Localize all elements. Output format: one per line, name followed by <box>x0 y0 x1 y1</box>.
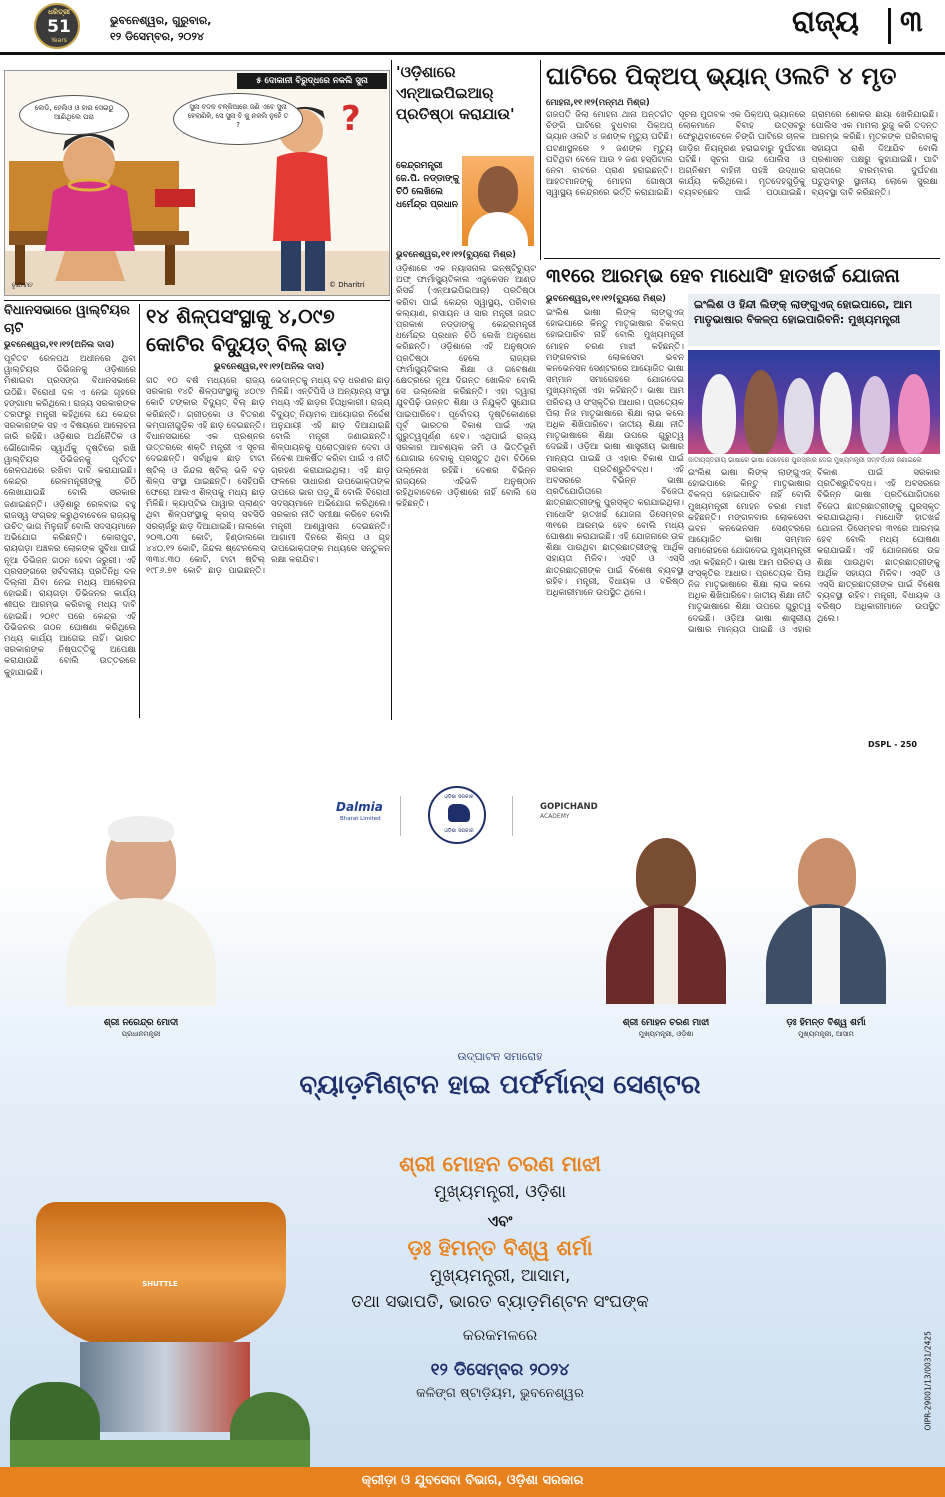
niper-headline: 'ଓଡ଼ିଶାରେ ଏନ୍‌ଆଇପିଇଆର୍ ପ୍ରତିଷ୍ଠା କରାଯାଉ' <box>396 63 515 123</box>
electricity-body: ଗତ ୧୦ ବର୍ଷ ମଧ୍ୟରେ ରାଜ୍ୟ ସରକାର ୧୪ଟି ଶିଳ୍ପସଂସ୍ଥାକୁ ୪୦୯୭ କୋଟି ଟଙ୍କାର ବିଦ୍ୟୁତ୍ ବିଲ୍ ଛାଡ଼ କରିଛନ୍ତି। ଗ୍ରୀଡ୍‌କୋ ଓ ବିତରଣ କମ୍ପାନୀଗୁଡ଼ିକ ଏହି ଛାଡ଼ ଦେଇଛନ୍ତି। ବିଧାନସଭାରେ ଏକ ପ୍ରଶ୍ନର ଉତ୍ତରରେ ଶକ୍ତି ମନ୍ତ୍ରୀ ଏ ସୂଚନା ଦେଇଛନ୍ତି। ସର୍ବାଧିକ ଛାଡ଼ ଟାଟା ଷ୍ଟିଲ୍ ଓ ଜିନ୍ଦଲ ଷ୍ଟିଲ୍ ଭଳି ବଡ଼ ଶିଳ୍ପ ସଂସ୍ଥା ପାଇଛନ୍ତି। ସେହିପରି ଫେରୋ ଆଲଏ ଶିଳ୍ପକୁ ମଧ୍ୟ ଛାଡ଼ ମିଳିଛି। କ୍ୟାପ୍‌ଟିଭ ପାୱାର ପ୍ଲାଣ୍ଟ ଥିବା ଶିଳ୍ପସଂସ୍ଥାକୁ କ୍ରସ୍ ସବସିଡି ସରଚାର୍ଜରୁ ଛାଡ଼ ଦିଆଯାଇଛି। ନାଲକୋ ୨୦୩.୦୩ କୋଟି, ହିଣ୍ଡାଲକୋ ୪୪୦.୧୨ କୋଟି, ଜିନ୍ଦଲ ଷ୍ଟେନଲେସ୍ ୩୩୪.୩୦ କୋଟି, ଟାଟା ଷ୍ଟିଲ୍ ୧୯୮୬.୭୧ କୋଟି ଛାଡ଼ ପାଇଛନ୍ତି। ଭେଦାନ୍ତକୁ ମଧ୍ୟ ବଡ଼ ଧରଣର ଛାଡ଼ ମିଳିଛି। ଏନ୍‌ଟିପିସି ଓ ଅନ୍ୟାନ୍ୟ ସଂସ୍ଥା ମଧ୍ୟ ଏହି ଛାଡ଼ର ହିତାଧିକାରୀ। ରାଜ୍ୟ ବିଦ୍ୟୁତ୍ ନିୟାମକ ଆୟୋଗର ନିର୍ଦ୍ଦେଶ ଅନୁଯାୟୀ ଏହି ଛାଡ଼ ଦିଆଯାଇଛି ବୋଲି ମନ୍ତ୍ରୀ ଜଣାଇଛନ୍ତି। ଶିଳ୍ପାୟନକୁ ପ୍ରୋତ୍ସାହନ ଦେବା ଓ ନିବେଶ ଆକର୍ଷିତ କରିବା ପାଇଁ ଏ ନୀତି ଗ୍ରହଣ କରାଯାଇଥିଲା। ଏହି ଛାଡ଼ ଫଳରେ ସାଧାରଣ ଉପଭୋକ୍ତାଙ୍କ ଉପରେ ଭାର ପଡ଼ୁଛି ବୋଲି ବିରୋଧୀ ସଦସ୍ୟମାନେ ଅଭିଯୋଗ କରିଥିଲେ। ସରକାର ନୀତି ସମୀକ୍ଷା କରିବେ ବୋଲି ମନ୍ତ୍ରୀ ଆଶ୍ୱାସନା ଦେଇଛନ୍ତି। ଆଗାମୀ ଦିନରେ ଶିଳ୍ପ ଓ ଗୃହ ଉପଭୋକ୍ତାଙ୍କ ମଧ୍ୟରେ ସନ୍ତୁଳନ ରକ୍ଷା କରାଯିବ। <box>146 376 390 577</box>
anniversary-logo <box>34 3 80 49</box>
niper-caption: କେନ୍ଦ୍ରମନ୍ତ୍ରୀ ଜେ.ପି. ନଡ୍ଡାଙ୍କୁ ଚିଠି ଲେଖିଲେ ଧର୍ମେନ୍ଦ୍ର ପ୍ରଧାନ <box>396 161 460 210</box>
sarma-shirt <box>812 908 840 1004</box>
place-day: ଭୁବନେଶ୍ୱର, ଗୁରୁବାର, <box>110 14 212 27</box>
madhosingh-dateline: ଭୁବନେଶ୍ୱର,୧୧।୧୨(ବ୍ୟୁରୋ ମିଶ୍ର) <box>546 294 667 304</box>
logo-divider-2 <box>512 796 513 836</box>
dalmia-sub: Bharat Limited <box>340 816 381 822</box>
electricity-headline-2: କୋଟିର ବିଦ୍ୟୁତ୍ ବିଲ୍ ଛାଡ଼ <box>146 332 347 356</box>
minister-face <box>478 166 518 214</box>
electricity-headline-1: ୧୪ ଶିଳ୍ପସଂସ୍ଥାକୁ ୪,୦୯୭ <box>146 304 335 328</box>
event-label: ଉଦ୍‌ଘାଟନ ସମାରୋହ <box>457 1050 543 1063</box>
pickup-headline: ଘାଟିରେ ପିକ୍‌ଅପ୍ ଭ୍ୟାନ୍ ଓଲଟି ୪ ମୃତ <box>546 62 897 90</box>
woman-speech-text: ଲେଡି, ହେଲିଓ ଓ ହାର ସେଇଠୁ ଆଣିଥିଲେ ପରା <box>34 104 114 121</box>
madhosingh-subhead <box>688 294 940 346</box>
modi-hair <box>108 816 174 842</box>
col-divider-2 <box>139 304 140 718</box>
dalmia-name: Dalmia <box>336 800 383 814</box>
electricity-dateline: ଭୁବନେଶ୍ୱର,୧୧।୧୨(ଅନିଲ ଦାସ) <box>214 362 325 372</box>
col-divider-3 <box>391 60 392 720</box>
by-hands-text: କରକମଳରେ <box>462 1326 538 1344</box>
assembly-headline: ବିଧାନସଭାରେ ୱାଲ୍ଟିୟର ଚାଟି <box>4 303 130 336</box>
madhosingh-body: ଇଂଲିଶ ଭାଷା ଲିଙ୍କ୍ ଲାଙ୍ଗୁଏଜ୍ ହୋଇପାରେ କିନ୍ତୁ ମାତୃଭାଷାର ବିକଳ୍ପ ହୋଇପାରିବ ନାହିଁ ବୋଲି ମୁଖ୍ୟମନ୍ତ୍ରୀ ମୋହନ ଚରଣ ମାଝୀ କହିଛନ୍ତି। ମଙ୍ଗଳବାର ଲୋକସେବା ଭବନ କନଭେନସନ ସେଣ୍ଟରରେ ଆୟୋଜିତ ଭାଷା ସମ୍ମାନ ସମାରୋହରେ ଯୋଗଦେଇ ମୁଖ୍ୟମନ୍ତ୍ରୀ ଏହା କହିଛନ୍ତି। ଭାଷା ଆମ ପରିଚୟ ଓ ସଂସ୍କୃତିର ଆଧାର। ପ୍ରତ୍ୟେକ ପିଲା ନିଜ ମାତୃଭାଷାରେ ଶିକ୍ଷା ଲାଭ କଲେ ଅଧିକ ଶିଖିପାରିବେ। ଜାତୀୟ ଶିକ୍ଷା ନୀତି ମାତୃଭାଷାରେ ଶିକ୍ଷା ଉପରେ ଗୁରୁତ୍ୱ ଦେଇଛି। ଓଡ଼ିଆ ଭାଷା ଶାସ୍ତ୍ରୀୟ ଭାଷାର ମାନ୍ୟତା ପାଇଛି ଓ ଏହାର ବିକାଶ ପାଇଁ ସରକାର ପ୍ରତିଶ୍ରୁତିବଦ୍ଧ। ଏହି ଅବସରରେ ବିଭିନ୍ନ ଭାଷା ପ୍ରତିଯୋଗିତାରେ ବିଜେତା ଛାତ୍ରଛାତ୍ରୀଙ୍କୁ ପୁରସ୍କୃତ କରାଯାଇଥିଲା। ମାଧୋସିଂ ହାତଖର୍ଚ୍ଚ ଯୋଜନା ଡିସେମ୍ବର ୩୧ରେ ଆରମ୍ଭ ହେବ ବୋଲି ମଧ୍ୟ ଘୋଷଣା କରାଯାଇଛି। ଏହି ଯୋଜନାରେ ଉଚ୍ଚ ଶିକ୍ଷା ପାଉଥିବା ଛାତ୍ରଛାତ୍ରୀଙ୍କୁ ଆର୍ଥିକ ସହାୟତା ମିଳିବ। ଏସ୍‌ଟି ଓ ଏସ୍‌ସି ଛାତ୍ରଛାତ୍ରୀଙ୍କ ପାଇଁ ବିଶେଷ ବ୍ୟବସ୍ଥା ରହିବ। ମନ୍ତ୍ରୀ, ବିଧାୟକ ଓ ବରିଷ୍ଠ ଅଧିକାରୀମାନେ ଉପସ୍ଥିତ ଥିଲେ। <box>546 308 684 599</box>
event-date: ୧୨ ଡିସେମ୍ବର ୨୦୨୪ <box>430 1360 570 1380</box>
building-base <box>80 1342 250 1432</box>
madhosingh-headline: ୩୧ରେ ଆରମ୍ଭ ହେବ ମାଧୋସିଂ ହାତଖର୍ଚ୍ଚ ଯୋଜନା <box>546 265 900 287</box>
niper-dateline: ଭୁବନେଶ୍ୱର,୧୧।୧୨(ବ୍ୟୁରୋ ମିଶ୍ର) <box>396 250 517 260</box>
sarma-name: ଡ଼ଃ ହିମନ୍ତ ବିଶ୍ୱ ଶର୍ମା <box>786 1018 866 1028</box>
col-divider-1 <box>540 60 541 260</box>
guest-2-name: ଡ଼ଃ ହିମନ୍ତ ବିଶ୍ୱ ଶର୍ମା <box>407 1236 593 1260</box>
issue-date: ୧୨ ଡିସେମ୍ବର, ୨୦୨୪ <box>110 30 204 43</box>
emblem-text-top: ଓଡ଼ିଶା ସରକାର <box>444 794 474 800</box>
cartoon-credit: © Dharitri <box>329 281 365 289</box>
electricity-story <box>144 302 390 720</box>
madhosingh-body-cont: ଇଂଲିଶ ଭାଷା ଲିଙ୍କ୍ ଲାଙ୍ଗୁଏଜ୍ ହୋଇପାରେ କିନ୍ତୁ ମାତୃଭାଷାର ବିକଳ୍ପ ହୋଇପାରିବ ନାହିଁ ବୋଲି ମୁଖ୍ୟମନ୍ତ୍ରୀ ମୋହନ ଚରଣ ମାଝୀ କହିଛନ୍ତି। ମଙ୍ଗଳବାର ଲୋକସେବା ଭବନ କନଭେନସନ ସେଣ୍ଟରରେ ଆୟୋଜିତ ଭାଷା ସମ୍ମାନ ସମାରୋହରେ ଯୋଗଦେଇ ମୁଖ୍ୟମନ୍ତ୍ରୀ ଏହା କହିଛନ୍ତି। ଭାଷା ଆମ ପରିଚୟ ଓ ସଂସ୍କୃତିର ଆଧାର। ପ୍ରତ୍ୟେକ ପିଲା ନିଜ ମାତୃଭାଷାରେ ଶିକ୍ଷା ଲାଭ କଲେ ଅଧିକ ଶିଖିପାରିବେ। ଜାତୀୟ ଶିକ୍ଷା ନୀତି ମାତୃଭାଷାରେ ଶିକ୍ଷା ଉପରେ ଗୁରୁତ୍ୱ ଦେଇଛି। ଓଡ଼ିଆ ଭାଷା ଶାସ୍ତ୍ରୀୟ ଭାଷାର ମାନ୍ୟତା ପାଇଛି ଓ ଏହାର ବିକାଶ ପାଇଁ ସରକାର ପ୍ରତିଶ୍ରୁତିବଦ୍ଧ। ଏହି ଅବସରରେ ବିଭିନ୍ନ ଭାଷା ପ୍ରତିଯୋଗିତାରେ ବିଜେତା ଛାତ୍ରଛାତ୍ରୀଙ୍କୁ ପୁରସ୍କୃତ କରାଯାଇଥିଲା। ମାଧୋସିଂ ହାତଖର୍ଚ୍ଚ ଯୋଜନା ଡିସେମ୍ବର ୩୧ରେ ଆରମ୍ଭ ହେବ ବୋଲି ମଧ୍ୟ ଘୋଷଣା କରାଯାଇଛି। ଏହି ଯୋଜନାରେ ଉଚ୍ଚ ଶିକ୍ଷା ପାଉଥିବା ଛାତ୍ରଛାତ୍ରୀଙ୍କୁ ଆର୍ଥିକ ସହାୟତା ମିଳିବ। ଏସ୍‌ଟି ଓ ଏସ୍‌ସି ଛାତ୍ରଛାତ୍ରୀଙ୍କ ପାଇଁ ବିଶେଷ ବ୍ୟବସ୍ଥା ରହିବ। ମନ୍ତ୍ରୀ, ବିଧାୟକ ଓ ବରିଷ୍ଠ ଅଧିକାରୀମାନେ ଉପସ୍ଥିତ ଥିଲେ। <box>688 468 940 635</box>
ad-footer-text: କ୍ରୀଡ଼ା ଓ ଯୁବସେବା ବିଭାଗ, ଓଡ଼ିଶା ସରକାର <box>361 1473 584 1488</box>
sarma-head <box>798 838 856 910</box>
madhosingh-body-right <box>688 468 940 718</box>
modi-name: ଶ୍ରୀ ନରେନ୍ଦ୍ର ମୋଦୀ <box>103 1018 179 1028</box>
guest-2-title-2: ତଥା ସଭାପତି, ଭାରତ ବ୍ୟାଡ଼ମିଣ୍ଟନ ସଂଘଙ୍କ <box>351 1292 649 1312</box>
assembly-dateline: ଭୁବନେଶ୍ୱର,୧୧।୧୨(ଅନିଲ ଦାସ) <box>4 340 115 350</box>
guest-1-name: ଶ୍ରୀ ମୋହନ ଚରଣ ମାଝୀ <box>399 1152 601 1176</box>
majhi-head <box>636 838 696 910</box>
minister-photo <box>462 156 534 246</box>
cartoon-title: ୫ ଦୋକାନୀ ବିରୁଦ୍ଧରେ ନକଲି ସୁନା <box>237 73 387 89</box>
pickup-dateline: ମୋହନା,୧୧।୧୨(ମନ୍ମଥ ମିଶ୍ର) <box>546 98 650 108</box>
logo-text: ଧରିତ୍ରୀ <box>48 8 70 16</box>
man-speech-bubble <box>173 93 303 145</box>
building-bowl <box>36 1202 286 1352</box>
modi-body <box>66 898 216 1006</box>
stadium-building <box>10 1202 310 1472</box>
pickup-story <box>544 60 940 256</box>
logo-number: 51 <box>47 17 71 37</box>
portrait-modi <box>58 812 224 1006</box>
dalmia-logo <box>336 800 396 830</box>
masthead-rule <box>0 52 945 55</box>
cartoon-panel <box>4 70 390 296</box>
niper-story <box>394 60 538 720</box>
award-photo-caption: ଜାତୀୟସ୍ତରୀୟ ଭାଷାରେ ଭାଷା ସେବେରେ ପୁରସ୍କାର ଦେଇ ମୁଖ୍ୟମନ୍ତ୍ରୀ ସମ୍ବର୍ଦ୍ଧନା ଜଣାଇଲେ <box>688 456 922 464</box>
ad-code: DSPL - 250 <box>868 740 917 749</box>
sarma-title: ମୁଖ୍ୟମନ୍ତ୍ରୀ, ଆସାମ <box>798 1030 854 1038</box>
event-venue: କଳିଙ୍ଗ ଷ୍ଟାଡ଼ିୟମ, ଭୁବନେଶ୍ୱର <box>416 1386 584 1401</box>
left-top-rule <box>4 300 390 301</box>
assembly-story <box>4 302 136 720</box>
pickup-body: ଗଜପତି ଜିଲା ମୋହନା ଥାନା ଅନ୍ତର୍ଗତ ଚିଙ୍ଗି ଘାଟିରେ ବୁଧବାର ପିକ୍‌ଅପ୍ ଭ୍ୟାନ ଓଲଟି ୪ ଜଣଙ୍କ ମୃତ୍ୟୁ ଘଟିଛି। ଘଟଣାସ୍ଥଳରେ ୨ ଜଣଙ୍କ ମୃତ୍ୟୁ ଘଟିଥିବା ବେଳେ ଆଉ ୨ ଜଣ ହସ୍ପିଟାଲ ନେବା ବାଟରେ ପ୍ରାଣ ହରାଇଛନ୍ତି। ଆହତମାନଙ୍କୁ ମୋହନା ଗୋଷ୍ଠୀ ସ୍ୱାସ୍ଥ୍ୟ କେନ୍ଦ୍ରରେ ଭର୍ତ୍ତି କରାଯାଇଛି। ସୂଚନା ମୁତାବକ ଏକ ପିକ୍‌ଅପ୍ ଭ୍ୟାନରେ ଲୋକମାନେ ବିବାହ ଉତ୍ସବରୁ ଫେରୁଥିବାବେଳେ ଚିଙ୍ଗି ଘାଟିରେ ଚାଳକ ଗାଡ଼ିର ନିୟନ୍ତ୍ରଣ ହରାଇବାରୁ ଦୁର୍ଘଟଣା ଘଟିଛି। ସୂଚନା ପାଇ ପୋଲିସ ଓ ଅଗ୍ନିଶମ ବାହିନୀ ପହଞ୍ଚି ଉଦ୍ଧାର କାର୍ଯ୍ୟ କରିଥିଲେ। ମୃତଦେହଗୁଡ଼ିକୁ ବ୍ୟବଚ୍ଛେଦ ପାଇଁ ପଠାଯାଇଛି। ଗ୍ରାମରେ ଶୋକର ଛାୟା ଖେଳିଯାଇଛି। ପୋଲିସ ଏକ ମାମଲା ରୁଜୁ କରି ତଦନ୍ତ ଆରମ୍ଭ କରିଛି। ମୃତକଙ୍କ ପରିବାରକୁ ସହାୟତା ରାଶି ଦିଆଯିବ ବୋଲି ପ୍ରଶାସନ ପକ୍ଷରୁ କୁହାଯାଇଛି। ଘାଟି ରାସ୍ତାରେ ବାରମ୍ବାର ଦୁର୍ଘଟଣା ଘଟୁଥିବାରୁ ସ୍ଥାନୀୟ ଲୋକେ ସୁରକ୍ଷା ବ୍ୟବସ୍ଥା ଦାବି କରିଛନ୍ତି। <box>546 110 938 199</box>
niper-body: ଓଡ଼ିଶାରେ ଏକ ନ୍ୟାସନାଲ ଇନ୍‌ଷ୍ଟିଚ୍ୟୁଟ ଅଫ୍ ଫାର୍ମାସ୍ୟୁଟିକାଲ ଏଜୁକେସନ ଆଣ୍ଡ ରିସର୍ଚ୍ଚ (ଏନ୍‌ଆଇପିଇଆର୍) ପ୍ରତିଷ୍ଠା କରିବା ପାଇଁ କେନ୍ଦ୍ର ସ୍ୱାସ୍ଥ୍ୟ, ପରିବାର କଲ୍ୟାଣ, ରସାୟନ ଓ ସାର ମନ୍ତ୍ରୀ ଜଗତ ପ୍ରକାଶ ନଡ୍ଡାଙ୍କୁ କେନ୍ଦ୍ରମନ୍ତ୍ରୀ ଧର୍ମେନ୍ଦ୍ର ପ୍ରଧାନ ଚିଠି ଲେଖି ଅନୁରୋଧ କରିଛନ୍ତି। ଓଡ଼ିଶାରେ ଏହି ଅନୁଷ୍ଠାନ ପ୍ରତିଷ୍ଠା ହେଲେ ରାଜ୍ୟର ଫାର୍ମାସ୍ୟୁଟିକାଲ ଶିକ୍ଷା ଓ ଗବେଷଣା କ୍ଷେତ୍ରରେ ନୂଆ ଦିଗନ୍ତ ଖୋଲିବ ବୋଲି ସେ ଉଲ୍ଲେଖ କରିଛନ୍ତି। ଏହା ଦ୍ୱାରା ଯୁବପିଢ଼ି ଉନ୍ନତ ଶିକ୍ଷା ଓ ନିଯୁକ୍ତି ସୁଯୋଗ ପାଇପାରିବେ। ପୂର୍ବୋଦୟ ଦୃଷ୍ଟିକୋଣରେ ପୂର୍ବ ଭାରତର ବିକାଶ ପାଇଁ ଏହା ଗୁରୁତ୍ୱପୂର୍ଣ୍ଣ ହେବ। ଏଥିପାଇଁ ରାଜ୍ୟ ସରକାର ଆବଶ୍ୟକ ଜମି ଓ ଭିତ୍ତିଭୂମି ଯୋଗାଇ ଦେବାକୁ ପ୍ରସ୍ତୁତ ଥିବା ଚିଠିରେ ଉଲ୍ଲେଖ ରହିଛି। ଦେଶର ବିଭିନ୍ନ ରାଜ୍ୟରେ ଏହିଭଳି ଅନୁଷ୍ଠାନ ରହିଥିବାବେଳେ ଓଡ଼ିଶାରେ ନାହିଁ ବୋଲି ସେ କହିଛନ୍ତି। <box>396 264 536 510</box>
masthead <box>0 0 945 52</box>
emblem-icon <box>448 804 470 822</box>
gopichand-sub: ACADEMY <box>540 813 570 820</box>
minister-body <box>468 212 528 252</box>
emblem-text-bottom: ଓଡ଼ିଶା ସରକାର <box>444 828 474 834</box>
madhosingh-body-left <box>546 308 684 718</box>
person-1 <box>702 374 736 454</box>
advertisement <box>0 732 945 1497</box>
assembly-body: ପୂର୍ବତଟ ରେଳପଥ ଅଧୀନରେ ଥିବା ୱାଲ୍ଟିୟର ଡିଭିଜନକୁ ଓଡ଼ିଶାରେ ମିଶାଇବା ପ୍ରସଙ୍ଗ ବିଧାନସଭାରେ ଉଠିଛି। ବିରୋଧୀ ଦଳ ଏ ନେଇ ଗୃହରେ ହଙ୍ଗାମା କରିଥିଲେ। ରାଜ୍ୟ ସରକାରଙ୍କ ତରଫରୁ ମନ୍ତ୍ରୀ କହିଥିଲେ ଯେ କେନ୍ଦ୍ର ସରକାରଙ୍କ ସହ ଏ ବିଷୟରେ ଆଲୋଚନା ଜାରି ରହିଛି। ଓଡ଼ିଶାର ଅର୍ଥନୈତିକ ଓ ଭୌଗୋଳିକ ସ୍ୱାର୍ଥକୁ ଦୃଷ୍ଟିରେ ରଖି ୱାଲ୍ଟିୟର ଡିଭିଜନକୁ ପୂର୍ବତଟ ରେଳପଥରେ ରଖିବା ଦାବି କରାଯାଇଛି। କେନ୍ଦ୍ର ରେଳମନ୍ତ୍ରୀଙ୍କୁ ଚିଠି ଲେଖାଯାଇଛି ବୋଲି ସରକାର ଜଣାଇଛନ୍ତି। ଓଡ଼ିଶାରୁ ରେଳବାଇ ବହୁ ରାଜସ୍ୱ ସଂଗ୍ରହ କରୁଥିବାବେଳେ ରାଜ୍ୟକୁ ଉଚିତ୍ ଭାଗ ମିଳୁନାହିଁ ବୋଲି ସଦସ୍ୟମାନେ ଅଭିଯୋଗ କରିଛନ୍ତି। କୋରାପୁଟ, ରାୟଗଡ଼ା ଅଞ୍ଚଳର ଲୋକଙ୍କ ସୁବିଧା ପାଇଁ ନୂଆ ଡିଭିଜନ ଗଠନ ହେବା ଜରୁରୀ। ଏହି ପ୍ରସଙ୍ଗରେ ସର୍ବଦଳୀୟ ପ୍ରତିନିଧି ଦଳ ଦିଲ୍ଲୀ ଯିବା ନେଇ ମଧ୍ୟ ଆଲୋଚନା ହୋଇଛି। ରାୟଗଡ଼ା ଡିଭିଜନର କାର୍ଯ୍ୟ ଶୀଘ୍ର ଆରମ୍ଭ କରିବାକୁ ମଧ୍ୟ ଦାବି ହୋଇଛି। ୨୦୧୯ ପରେ କେନ୍ଦ୍ର ଏହି ଡିଭିଜନର ଗଠନ ଘୋଷଣା କରିଥିଲେ ମଧ୍ୟ କାର୍ଯ୍ୟ ଆଗେଇ ନାହିଁ। ଭାରତ ସରକାରଙ୍କ ନିଷ୍ପତ୍ତିକୁ ଅପେକ୍ଷା କରାଯାଉଛି ବୋଲି ଉତ୍ତରରେ କୁହାଯାଇଛି। <box>4 354 136 678</box>
cartoon-artist: ବୃନ୍ଦାବନ <box>11 281 33 289</box>
person-2 <box>744 370 778 454</box>
man-speech-text: ସୁନା ବଦଳ ବଳ୍କିଆରେ ଜଣି ଏବେ ସୁନା ହେଲାଣିକି, ସେ ସୁନା ବି କୁ ନକଲି ନୁହେଁ ତ ? <box>187 103 289 129</box>
odisha-emblem <box>428 786 486 844</box>
masthead-divider <box>888 8 891 44</box>
page-number: ୩ <box>900 4 923 38</box>
guest-1-title: ମୁଖ୍ୟମନ୍ତ୍ରୀ, ଓଡ଼ିଶା <box>433 1182 567 1202</box>
person-4 <box>820 372 852 454</box>
award-photo <box>688 350 940 454</box>
madhosingh-subhead-text: ଇଂଲିଶ ଓ ହିନ୍ଦୀ ଲିଙ୍କ୍ ଲାଙ୍ଗୁଏଜ୍ ହୋଇପାରେ, ଆମ ମାତୃଭାଷାର ବିକଳ୍ପ ହୋଇପାରିବନି: ମୁଖ୍ୟମନ୍ତ୍ରୀ <box>694 298 913 326</box>
person-3 <box>784 378 814 454</box>
portrait-majhi <box>600 828 732 1004</box>
logo-divider-1 <box>400 796 401 836</box>
majhi-title: ମୁଖ୍ୟମନ୍ତ୍ରୀ, ଓଡ଼ିଶା <box>638 1030 694 1038</box>
madhosingh-story <box>544 262 940 722</box>
question-mark: ? <box>341 99 361 139</box>
person-5 <box>860 376 890 454</box>
oipr-text: OIPR-29001/13/0031/2425 <box>923 1331 933 1431</box>
portrait-sarma <box>760 828 892 1004</box>
majhi-collar <box>654 908 678 1004</box>
logo-sub: Years <box>51 37 67 44</box>
building-sign: SHUTTLE <box>142 1280 178 1288</box>
guest-2-title-1: ମୁଖ୍ୟମନ୍ତ୍ରୀ, ଆସାମ, <box>429 1266 571 1286</box>
modi-title: ପ୍ରଧାନମନ୍ତ୍ରୀ <box>121 1030 161 1038</box>
person-6 <box>898 374 930 454</box>
section-name: ରାଜ୍ୟ <box>792 4 860 38</box>
woman-speech-bubble <box>19 95 129 135</box>
pickup-bottom-rule <box>544 258 940 259</box>
ad-footer <box>0 1467 945 1497</box>
event-title: ବ୍ୟାଡ଼ମିଣ୍ଟନ ହାଇ ପର୍ଫର୍ମାନ୍ସ ସେଣ୍ଟର <box>299 1070 701 1100</box>
and-text: ଏବଂ <box>487 1212 513 1230</box>
oipr-number <box>922 1252 936 1432</box>
gopichand-name: GOPICHAND <box>540 802 598 812</box>
majhi-name: ଶ୍ରୀ ମୋହନ ଚରଣ ମାଝୀ <box>622 1018 710 1028</box>
